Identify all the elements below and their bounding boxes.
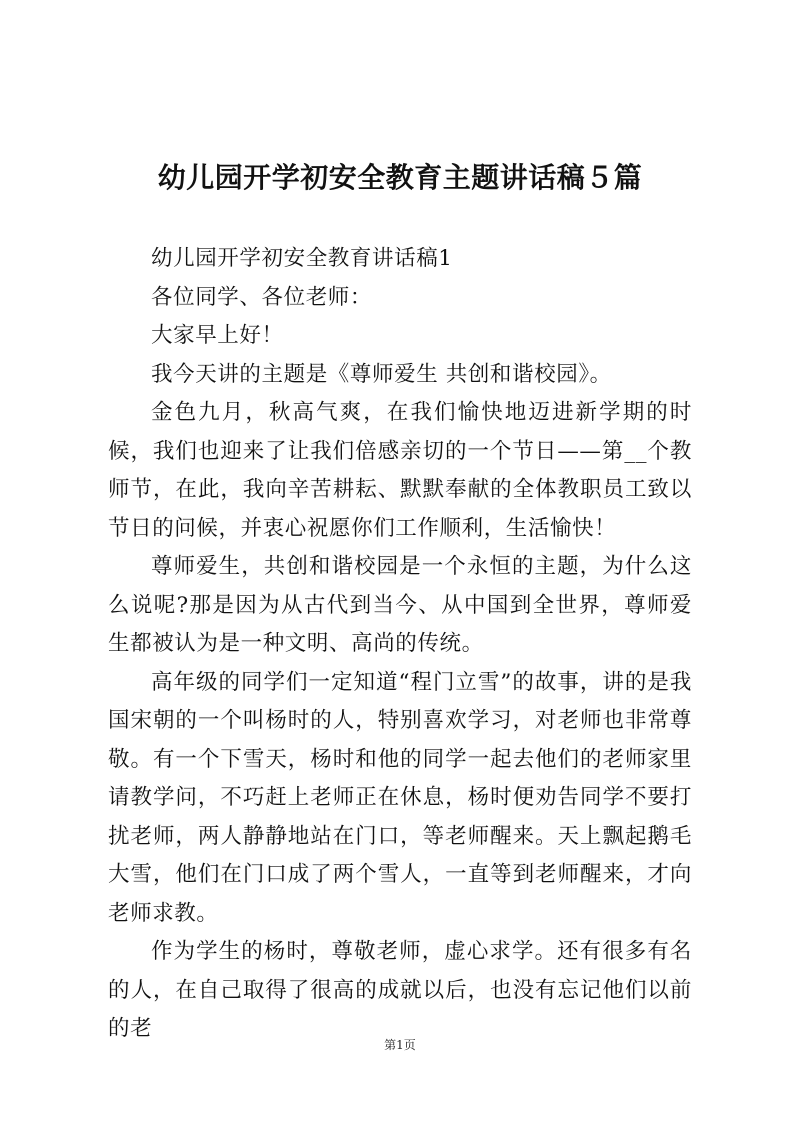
topic-paragraph: 我今天讲的主题是《尊师爱生 共创和谐校园》。 [151, 361, 612, 387]
body-paragraph: 高年级的同学们一定知道“程门立雪”的故事，讲的是我国宋朝的一个叫杨时的人，特别喜欢学习，对老师也非常尊敬。有一个下雪天，杨时和他的同学一起去他们的老师家里请教学问，不巧赶上老师正在休息，杨时便劝告同学不要打扰老师，两人静静地站在门口，等老师醒来。天上飘起鹅毛大雪，他们在门口成了两个雪人，一直等到老师醒来，才向老师求教。 [108, 669, 692, 926]
body-paragraph: 作为学生的杨时，尊敬老师，虚心求学。还有很多有名的人，在自己取得了很高的成就以后，也没有忘记他们以前的老 [108, 939, 692, 1041]
document-body [108, 240, 692, 1049]
salutation: 各位同学、各位老师： [151, 284, 373, 310]
page-number: 第1页 [384, 1038, 416, 1052]
body-paragraph: 尊师爱生，共创和谐校园是一个永恒的主题，为什么这么说呢?那是因为从古代到当今、从中国到全世界，尊师爱生都被认为是一种文明、高尚的传统。 [108, 554, 692, 656]
section-heading: 幼儿园开学初安全教育讲话稿1 [151, 246, 453, 271]
greeting: 大家早上好！ [151, 323, 284, 348]
page-title: 幼儿园开学初安全教育主题讲话稿５篇 [157, 161, 643, 194]
body-paragraph: 金色九月，秋高气爽，在我们愉快地迈进新学期的时候，我们也迎来了让我们倍感亲切的一个节日——第__个教师节，在此，我向辛苦耕耘、默默奉献的全体教职员工致以节日的问候，并衷心祝愿你们工作顺利，生活愉快！ [108, 400, 692, 541]
